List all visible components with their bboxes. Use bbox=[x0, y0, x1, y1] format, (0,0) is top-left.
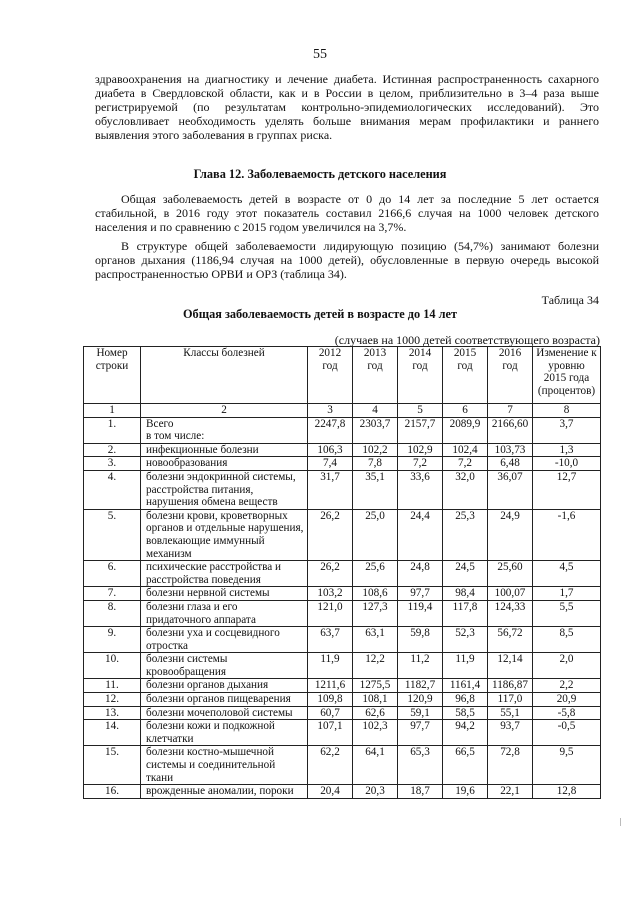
value-cell: 19,6 bbox=[443, 785, 488, 799]
value-cell: 102,3 bbox=[353, 720, 398, 746]
change-percent-cell: 4,5 bbox=[533, 561, 601, 587]
row-number-cell: 13. bbox=[84, 706, 141, 720]
header-cell: 2013 год bbox=[353, 347, 398, 404]
row-number-cell: 2. bbox=[84, 443, 141, 457]
table-header-row bbox=[84, 347, 601, 404]
value-cell: 32,0 bbox=[443, 470, 488, 509]
value-cell: 7,4 bbox=[308, 457, 353, 471]
table-units: (случаев на 1000 детей соответствующего возраста) bbox=[334, 333, 600, 347]
value-cell: 25,0 bbox=[353, 509, 398, 560]
table-row bbox=[84, 587, 601, 601]
value-cell: 97,7 bbox=[398, 587, 443, 601]
value-cell: 96,8 bbox=[443, 693, 488, 707]
value-cell: 64,1 bbox=[353, 746, 398, 785]
value-cell: 72,8 bbox=[488, 746, 533, 785]
table-row bbox=[84, 679, 601, 693]
value-cell: 1182,7 bbox=[398, 679, 443, 693]
value-cell: 65,3 bbox=[398, 746, 443, 785]
value-cell: 58,5 bbox=[443, 706, 488, 720]
value-cell: 12,14 bbox=[488, 653, 533, 679]
disease-class-cell: врожденные аномалии, пороки bbox=[141, 785, 308, 799]
value-cell: 102,9 bbox=[398, 443, 443, 457]
disease-class-cell: болезни органов пищеварения bbox=[141, 693, 308, 707]
table-row bbox=[84, 509, 601, 560]
value-cell: 102,2 bbox=[353, 443, 398, 457]
change-percent-cell: -1,6 bbox=[533, 509, 601, 560]
disease-class-cell: болезни уха и сосцевидного отростка bbox=[141, 627, 308, 653]
row-number-cell: 16. bbox=[84, 785, 141, 799]
header-cell: Классы болезней bbox=[141, 347, 308, 404]
morbidity-table bbox=[83, 346, 601, 799]
value-cell: 11,9 bbox=[443, 653, 488, 679]
index-cell: 3 bbox=[308, 404, 353, 418]
row-number-cell: 4. bbox=[84, 470, 141, 509]
value-cell: 11,9 bbox=[308, 653, 353, 679]
value-cell: 18,7 bbox=[398, 785, 443, 799]
disease-class-cell: инфекционные болезни bbox=[141, 443, 308, 457]
disease-class-cell: болезни эндокринной системы, расстройства питания, нарушения обмена веществ bbox=[141, 470, 308, 509]
table-row bbox=[84, 627, 601, 653]
row-number-cell: 1. bbox=[84, 417, 141, 443]
index-cell: 4 bbox=[353, 404, 398, 418]
value-cell: 119,4 bbox=[398, 600, 443, 626]
value-cell: 24,4 bbox=[398, 509, 443, 560]
table-title: Общая заболеваемость детей в возрасте до 14 лет bbox=[182, 307, 457, 321]
index-cell: 8 bbox=[533, 404, 601, 418]
row-number-cell: 15. bbox=[84, 746, 141, 785]
change-percent-cell: 2,0 bbox=[533, 653, 601, 679]
value-cell: 1161,4 bbox=[443, 679, 488, 693]
table-row bbox=[84, 470, 601, 509]
row-number-cell: 6. bbox=[84, 561, 141, 587]
header-cell: 2015 год bbox=[443, 347, 488, 404]
row-number-cell: 10. bbox=[84, 653, 141, 679]
value-cell: 98,4 bbox=[443, 587, 488, 601]
value-cell: 63,1 bbox=[353, 627, 398, 653]
value-cell: 100,07 bbox=[488, 587, 533, 601]
index-cell: 1 bbox=[84, 404, 141, 418]
value-cell: 2157,7 bbox=[398, 417, 443, 443]
value-cell: 35,1 bbox=[353, 470, 398, 509]
table-row bbox=[84, 443, 601, 457]
disease-class-cell: болезни костно-мышечной системы и соединительной ткани bbox=[141, 746, 308, 785]
value-cell: 108,6 bbox=[353, 587, 398, 601]
row-number-cell: 9. bbox=[84, 627, 141, 653]
change-percent-cell: -10,0 bbox=[533, 457, 601, 471]
value-cell: 2247,8 bbox=[308, 417, 353, 443]
value-cell: 12,2 bbox=[353, 653, 398, 679]
value-cell: 20,4 bbox=[308, 785, 353, 799]
value-cell: 1275,5 bbox=[353, 679, 398, 693]
value-cell: 56,72 bbox=[488, 627, 533, 653]
change-percent-cell: 1,7 bbox=[533, 587, 601, 601]
table-row bbox=[84, 417, 601, 443]
disease-class-cell: болезни крови, кроветворных органов и отдельные нарушения, вовлекающие иммунный механизм bbox=[141, 509, 308, 560]
value-cell: 22,1 bbox=[488, 785, 533, 799]
value-cell: 66,5 bbox=[443, 746, 488, 785]
value-cell: 7,2 bbox=[398, 457, 443, 471]
disease-class-cell: Всего в том числе: bbox=[141, 417, 308, 443]
table-label: Таблица 34 bbox=[541, 293, 599, 307]
row-number-cell: 8. bbox=[84, 600, 141, 626]
value-cell: 106,3 bbox=[308, 443, 353, 457]
value-cell: 2089,9 bbox=[443, 417, 488, 443]
value-cell: 25,6 bbox=[353, 561, 398, 587]
value-cell: 102,4 bbox=[443, 443, 488, 457]
header-cell: Номер строки bbox=[84, 347, 141, 404]
value-cell: 94,2 bbox=[443, 720, 488, 746]
index-cell: 7 bbox=[488, 404, 533, 418]
column-index-row bbox=[84, 404, 601, 418]
value-cell: 117,8 bbox=[443, 600, 488, 626]
row-number-cell: 5. bbox=[84, 509, 141, 560]
change-percent-cell: 5,5 bbox=[533, 600, 601, 626]
disease-class-cell: болезни кожи и подкожной клетчатки bbox=[141, 720, 308, 746]
value-cell: 127,3 bbox=[353, 600, 398, 626]
intro-paragraph: здравоохранения на диагностику и лечение диабета. Истинная распространенность сахарного диабета в Свердловской области, как и в России в целом, приблизительно в 3–4 раза выше регистрируемой (по результатам контрольно-эпидемиологических исследований). Это обусловливает необходимость уделять больше внимания мерам профилактики и раннего выявления этого заболевания в группах риска. bbox=[95, 72, 599, 142]
value-cell: 6,48 bbox=[488, 457, 533, 471]
value-cell: 59,1 bbox=[398, 706, 443, 720]
row-number-cell: 14. bbox=[84, 720, 141, 746]
disease-class-cell: новообразования bbox=[141, 457, 308, 471]
disease-class-cell: болезни нервной системы bbox=[141, 587, 308, 601]
value-cell: 1211,6 bbox=[308, 679, 353, 693]
change-percent-cell: 12,8 bbox=[533, 785, 601, 799]
value-cell: 107,1 bbox=[308, 720, 353, 746]
value-cell: 103,2 bbox=[308, 587, 353, 601]
value-cell: 31,7 bbox=[308, 470, 353, 509]
value-cell: 120,9 bbox=[398, 693, 443, 707]
header-cell: 2016 год bbox=[488, 347, 533, 404]
value-cell: 59,8 bbox=[398, 627, 443, 653]
row-number-cell: 3. bbox=[84, 457, 141, 471]
index-cell: 5 bbox=[398, 404, 443, 418]
change-percent-cell: 1,3 bbox=[533, 443, 601, 457]
table-row bbox=[84, 653, 601, 679]
value-cell: 33,6 bbox=[398, 470, 443, 509]
table-row bbox=[84, 746, 601, 785]
paragraph-overall-morbidity: Общая заболеваемость детей в возрасте от 0 до 14 лет за последние 5 лет остается стабильной, в 2016 году этот показатель составил 2166,6 случая на 1000 человек детского населения и по сравнению с 2015 годом увеличился на 3,7%. bbox=[95, 192, 599, 234]
change-percent-cell: 12,7 bbox=[533, 470, 601, 509]
header-cell: Изменение к уровню 2015 года (процентов) bbox=[533, 347, 601, 404]
table-row bbox=[84, 720, 601, 746]
table-row bbox=[84, 785, 601, 799]
value-cell: 1186,87 bbox=[488, 679, 533, 693]
value-cell: 97,7 bbox=[398, 720, 443, 746]
value-cell: 26,2 bbox=[308, 509, 353, 560]
value-cell: 7,2 bbox=[443, 457, 488, 471]
value-cell: 109,8 bbox=[308, 693, 353, 707]
disease-class-cell: болезни мочеполовой системы bbox=[141, 706, 308, 720]
chapter-title: Глава 12. Заболеваемость детского населения bbox=[193, 167, 447, 181]
table-row bbox=[84, 693, 601, 707]
change-percent-cell: -5,8 bbox=[533, 706, 601, 720]
value-cell: 117,0 bbox=[488, 693, 533, 707]
change-percent-cell: 20,9 bbox=[533, 693, 601, 707]
value-cell: 124,33 bbox=[488, 600, 533, 626]
table-row bbox=[84, 561, 601, 587]
value-cell: 11,2 bbox=[398, 653, 443, 679]
value-cell: 7,8 bbox=[353, 457, 398, 471]
disease-class-cell: психические расстройства и расстройства поведения bbox=[141, 561, 308, 587]
change-percent-cell: 9,5 bbox=[533, 746, 601, 785]
value-cell: 25,60 bbox=[488, 561, 533, 587]
header-cell: 2012 год bbox=[308, 347, 353, 404]
value-cell: 63,7 bbox=[308, 627, 353, 653]
margin-mark bbox=[620, 818, 621, 826]
value-cell: 55,1 bbox=[488, 706, 533, 720]
value-cell: 103,73 bbox=[488, 443, 533, 457]
change-percent-cell: -0,5 bbox=[533, 720, 601, 746]
value-cell: 62,2 bbox=[308, 746, 353, 785]
value-cell: 108,1 bbox=[353, 693, 398, 707]
table-row bbox=[84, 706, 601, 720]
paragraph-structure: В структуре общей заболеваемости лидирующую позицию (54,7%) занимают болезни органов дыхания (1186,94 случая на 1000 детей), обусловленные в первую очередь высокой распространенностью ОРВИ и ОРЗ (таблица 34). bbox=[95, 239, 599, 281]
value-cell: 20,3 bbox=[353, 785, 398, 799]
index-cell: 2 bbox=[141, 404, 308, 418]
value-cell: 60,7 bbox=[308, 706, 353, 720]
value-cell: 52,3 bbox=[443, 627, 488, 653]
row-number-cell: 12. bbox=[84, 693, 141, 707]
value-cell: 121,0 bbox=[308, 600, 353, 626]
index-cell: 6 bbox=[443, 404, 488, 418]
table-row bbox=[84, 600, 601, 626]
value-cell: 24,5 bbox=[443, 561, 488, 587]
page-number: 55 bbox=[313, 47, 327, 62]
value-cell: 25,3 bbox=[443, 509, 488, 560]
value-cell: 36,07 bbox=[488, 470, 533, 509]
change-percent-cell: 2,2 bbox=[533, 679, 601, 693]
value-cell: 26,2 bbox=[308, 561, 353, 587]
change-percent-cell: 3,7 bbox=[533, 417, 601, 443]
disease-class-cell: болезни органов дыхания bbox=[141, 679, 308, 693]
row-number-cell: 11. bbox=[84, 679, 141, 693]
value-cell: 62,6 bbox=[353, 706, 398, 720]
table-row bbox=[84, 457, 601, 471]
value-cell: 2303,7 bbox=[353, 417, 398, 443]
change-percent-cell: 8,5 bbox=[533, 627, 601, 653]
header-cell: 2014 год bbox=[398, 347, 443, 404]
value-cell: 93,7 bbox=[488, 720, 533, 746]
value-cell: 24,8 bbox=[398, 561, 443, 587]
value-cell: 2166,60 bbox=[488, 417, 533, 443]
disease-class-cell: болезни системы кровообращения bbox=[141, 653, 308, 679]
row-number-cell: 7. bbox=[84, 587, 141, 601]
disease-class-cell: болезни глаза и его придаточного аппарата bbox=[141, 600, 308, 626]
value-cell: 24,9 bbox=[488, 509, 533, 560]
